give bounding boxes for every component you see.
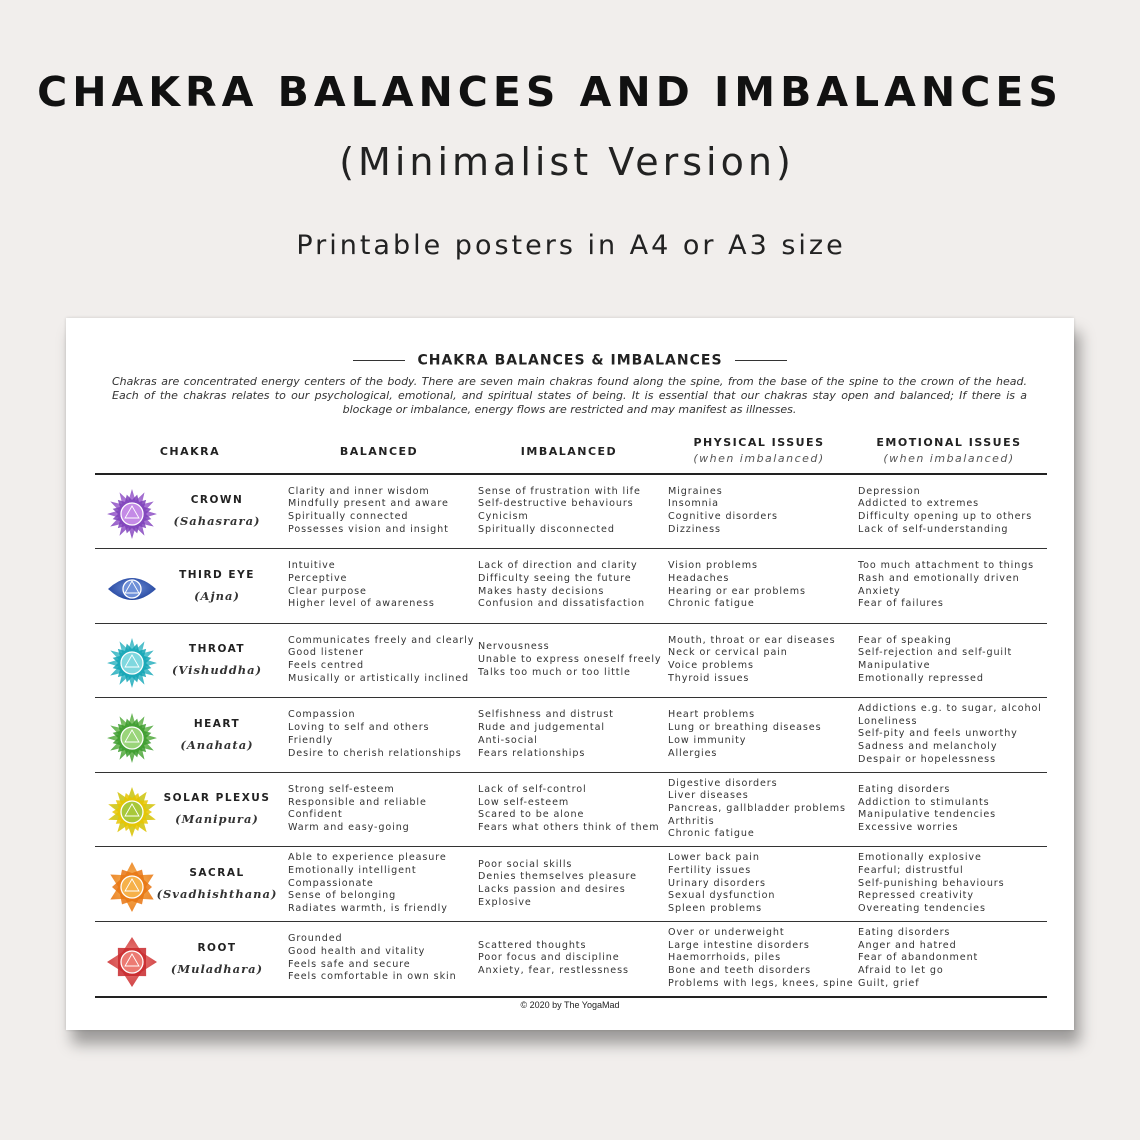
emotional-item: Manipulative tendencies (858, 809, 997, 821)
balanced-item: Feels centred (288, 660, 364, 672)
physical-item: Bone and teeth disorders (668, 964, 811, 976)
balanced-item: Compassion (288, 709, 356, 721)
chakra-row-root (95, 922, 1047, 996)
chakra-name-cell (161, 698, 273, 772)
throat-chakra-icon (106, 637, 158, 689)
balanced-item: Feels comfortable in own skin (288, 971, 457, 983)
emotional-cell (858, 623, 1012, 697)
row-divider (95, 996, 1047, 998)
chakra-sanskrit-name: (Muladhara) (170, 961, 264, 976)
physical-item: Liver diseases (668, 790, 749, 802)
physical-item: Problems with legs, knees, spine (668, 977, 854, 989)
balanced-cell (288, 847, 448, 921)
root-chakra-icon (106, 936, 158, 988)
emotional-item: Anger and hatred (858, 939, 957, 951)
page-tagline: Printable posters in A4 or A3 size (296, 230, 846, 261)
chakra-name: THIRD EYE (179, 568, 255, 581)
emotional-item: Addiction to stimulants (858, 796, 990, 808)
header-balanced: BALANCED (339, 445, 419, 458)
balanced-item: Confident (288, 809, 343, 821)
imbalanced-item: Spiritually disconnected (478, 523, 615, 535)
imbalanced-item: Fears relationships (478, 747, 586, 759)
balanced-item: Possesses vision and insight (288, 523, 449, 535)
chakra-name-cell (161, 922, 273, 996)
page-title: CHAKRA BALANCES AND IMBALANCES (37, 68, 1063, 116)
balanced-item: Compassionate (288, 877, 374, 889)
balanced-item: Desire to cherish relationships (288, 747, 462, 759)
balanced-item: Emotionally intelligent (288, 864, 417, 876)
header-physical-sub: (when imbalanced) (693, 452, 825, 465)
physical-item: Allergies (668, 747, 718, 759)
physical-item: Headaches (668, 572, 730, 584)
emotional-cell (858, 772, 996, 846)
chakra-row-sacral (95, 847, 1047, 921)
emotional-item: Rash and emotionally driven (858, 572, 1020, 584)
emotional-item: Depression (858, 485, 921, 497)
emotional-item: Too much attachment to things (858, 560, 1035, 572)
physical-item: Low immunity (668, 734, 747, 746)
physical-item: Neck or cervical pain (668, 647, 788, 659)
physical-item: Urinary disorders (668, 877, 766, 889)
emotional-cell (858, 474, 1032, 548)
balanced-item: Grounded (288, 933, 343, 945)
imbalanced-item: Low self-esteem (478, 796, 570, 808)
physical-item: Large intestine disorders (668, 939, 810, 951)
chakra-name: SACRAL (189, 867, 245, 879)
physical-item: Chronic fatigue (668, 598, 755, 610)
emotional-item: Difficulty opening up to others (858, 511, 1033, 522)
imbalanced-cell (478, 474, 641, 548)
chakra-name-cell (161, 549, 273, 623)
chakra-name-cell (156, 847, 278, 921)
balanced-cell (288, 922, 457, 996)
emotional-item: Repressed creativity (858, 890, 974, 902)
physical-item: Spleen problems (668, 903, 762, 915)
imbalanced-item: Sense of frustration with life (478, 485, 641, 497)
imbalanced-item: Confusion and dissatisfaction (478, 598, 645, 610)
balanced-item: Clarity and inner wisdom (288, 485, 430, 497)
balanced-item: Good health and vitality (288, 945, 426, 957)
emotional-item: Manipulative (858, 660, 931, 672)
physical-item: Digestive disorders (668, 777, 778, 789)
balanced-item: Communicates freely and clearly (288, 634, 475, 646)
balanced-item: Friendly (288, 734, 334, 746)
imbalanced-item: Lacks passion and desires (478, 884, 626, 895)
emotional-item: Overeating tendencies (858, 903, 986, 915)
emotional-item: Self-rejection and self-guilt (858, 647, 1013, 659)
chakra-sanskrit-name: (Vishuddha) (171, 663, 263, 678)
imbalanced-item: Fears what others think of them (478, 822, 660, 834)
physical-item: Mouth, throat or ear diseases (668, 634, 836, 646)
chakra-sanskrit-name: (Ajna) (194, 588, 240, 603)
emotional-item: Addicted to extremes (858, 498, 980, 510)
emotional-cell (858, 847, 1005, 921)
balanced-cell (288, 623, 474, 697)
imbalanced-item: Makes hasty decisions (478, 585, 605, 597)
emotional-item: Lack of self-understanding (858, 523, 1009, 535)
header-emotional-label: EMOTIONAL ISSUES (876, 436, 1022, 449)
chakra-row-third-eye (95, 549, 1047, 623)
physical-item: Vision problems (668, 560, 758, 572)
imbalanced-cell (478, 847, 637, 921)
imbalanced-item: Explosive (478, 896, 532, 908)
chakra-name: THROAT (188, 643, 246, 656)
balanced-cell (288, 772, 427, 846)
heart-chakra-icon (106, 712, 158, 764)
physical-item: Migraines (668, 485, 723, 497)
chakra-name-cell (161, 772, 273, 846)
balanced-item: Able to experience pleasure (288, 852, 447, 864)
chakra-sanskrit-name: (Manipura) (175, 812, 259, 827)
emotional-item: Addictions e.g. to sugar, alcohol (858, 703, 1042, 715)
chakra-row-throat (95, 623, 1047, 697)
physical-item: Haemorrhoids, piles (668, 952, 781, 964)
imbalanced-cell (478, 772, 659, 846)
balanced-item: Loving to self and others (288, 722, 430, 734)
physical-item: Dizziness (668, 523, 721, 535)
header-chakra: CHAKRA (159, 445, 221, 458)
imbalanced-item: Rude and judgemental (478, 722, 605, 734)
physical-cell (668, 772, 846, 846)
emotional-item: Sadness and melancholy (858, 741, 998, 753)
balanced-item: Clear purpose (288, 585, 367, 597)
emotional-item: Eating disorders (858, 783, 951, 795)
imbalanced-item: Scared to be alone (478, 809, 585, 821)
physical-cell (668, 474, 778, 548)
imbalanced-item: Anxiety, fear, restlessness (478, 964, 629, 976)
physical-item: Cognitive disorders (668, 511, 778, 522)
imbalanced-item: Difficulty seeing the future (478, 572, 632, 584)
header-emotional-sub: (when imbalanced) (883, 452, 1015, 465)
imbalanced-item: Poor social skills (478, 858, 573, 870)
emotional-item: Guilt, grief (858, 977, 920, 989)
imbalanced-item: Nervousness (478, 641, 550, 653)
poster-title (66, 350, 1074, 369)
sacral-chakra-icon (106, 861, 158, 913)
poster (66, 318, 1074, 1030)
balanced-item: Strong self-esteem (288, 783, 395, 795)
solar-plexus-chakra-icon (106, 786, 158, 838)
physical-cell (668, 698, 822, 772)
emotional-item: Self-pity and feels unworthy (858, 728, 1018, 740)
physical-item: Pancreas, gallbladder problems (668, 803, 846, 815)
balanced-item: Radiates warmth, is friendly (288, 903, 448, 915)
third-eye-chakra-icon (106, 563, 158, 615)
imbalanced-item: Talks too much or too little (478, 666, 631, 678)
emotional-item: Despair or hopelessness (858, 753, 996, 765)
emotional-cell (858, 549, 1034, 623)
physical-item: Over or underweight (668, 926, 785, 938)
emotional-cell (858, 922, 978, 996)
balanced-item: Sense of belonging (288, 890, 397, 902)
imbalanced-item: Cynicism (478, 511, 529, 522)
emotional-cell (858, 698, 1042, 772)
imbalanced-cell (478, 698, 614, 772)
emotional-item: Emotionally explosive (858, 852, 982, 864)
emotional-item: Eating disorders (858, 926, 951, 938)
emotional-item: Fearful; distrustful (858, 864, 964, 876)
imbalanced-item: Poor focus and discipline (478, 952, 620, 964)
title-divider-left (353, 360, 405, 361)
balanced-item: Perceptive (288, 572, 348, 584)
chakra-name: ROOT (197, 941, 237, 954)
physical-item: Voice problems (668, 660, 754, 672)
imbalanced-item: Scattered thoughts (478, 939, 587, 951)
header-physical-label: PHYSICAL ISSUES (693, 436, 825, 449)
balanced-item: Feels safe and secure (288, 958, 411, 970)
emotional-item: Excessive worries (858, 822, 959, 834)
balanced-cell (288, 698, 462, 772)
imbalanced-item: Unable to express oneself freely (478, 653, 662, 665)
physical-cell (668, 623, 835, 697)
physical-item: Lower back pain (668, 852, 760, 864)
imbalanced-item: Anti-social (478, 734, 538, 746)
chakra-sanskrit-name: (Sahasrara) (173, 514, 261, 528)
balanced-item: Intuitive (288, 560, 336, 572)
poster-title-text: CHAKRA BALANCES & IMBALANCES (417, 352, 723, 369)
emotional-item: Fear of abandonment (858, 952, 979, 964)
balanced-item: Spiritually connected (288, 511, 409, 522)
header-physical (664, 436, 854, 465)
emotional-item: Emotionally repressed (858, 672, 984, 684)
poster-intro: Chakras are concentrated energy centers of the body. There are seven main chakras found along the spine, from the base of the spine to the crown of the head. Each of the chakras relates to our psychological, emotional, and spiritual states of being. It is essential that our chakras stay open and balanced; If there is a blockage or imbalance, energy flows are restricted and may manifest as illnesses. (112, 375, 1027, 416)
physical-cell (668, 549, 806, 623)
emotional-item: Fear of failures (858, 598, 944, 610)
chakra-name-cell (161, 474, 273, 548)
balanced-cell (288, 474, 449, 548)
emotional-item: Afraid to let go (858, 964, 944, 976)
imbalanced-item: Self-destructive behaviours (478, 498, 634, 510)
crown-chakra-icon (106, 488, 158, 540)
physical-item: Thyroid issues (668, 672, 750, 684)
physical-item: Arthritis (668, 815, 715, 827)
balanced-item: Mindfully present and aware (288, 498, 449, 510)
title-divider-right (735, 360, 787, 361)
chakra-row-crown (95, 474, 1047, 548)
physical-item: Lung or breathing diseases (668, 722, 822, 734)
emotional-item: Self-punishing behaviours (858, 877, 1005, 889)
header-imbalanced: IMBALANCED (520, 445, 618, 458)
physical-item: Heart problems (668, 709, 756, 721)
imbalanced-cell (478, 922, 629, 996)
chakra-row-solar-plexus (95, 772, 1047, 846)
emotional-item: Anxiety (858, 585, 901, 597)
physical-cell (668, 922, 854, 996)
physical-item: Insomnia (668, 498, 719, 510)
physical-cell (668, 847, 775, 921)
chakra-sanskrit-name: (Svadhishthana) (156, 887, 278, 901)
balanced-item: Warm and easy-going (288, 822, 410, 834)
chakra-name: CROWN (190, 494, 244, 506)
physical-item: Fertility issues (668, 864, 752, 876)
physical-item: Hearing or ear problems (668, 585, 806, 597)
chakra-name: SOLAR PLEXUS (163, 792, 271, 805)
chakra-name: HEART (193, 717, 241, 730)
balanced-item: Responsible and reliable (288, 796, 427, 808)
header-emotional (854, 436, 1044, 465)
chakra-name-cell (161, 623, 273, 697)
imbalanced-item: Denies themselves pleasure (478, 871, 637, 883)
balanced-cell (288, 549, 435, 623)
imbalanced-item: Lack of direction and clarity (478, 560, 638, 572)
physical-item: Sexual dysfunction (668, 890, 776, 902)
balanced-item: Good listener (288, 647, 364, 659)
balanced-item: Musically or artistically inclined (288, 672, 470, 684)
chakra-row-heart (95, 698, 1047, 772)
imbalanced-item: Selfishness and distrust (478, 709, 614, 721)
emotional-item: Loneliness (858, 715, 918, 727)
imbalanced-cell (478, 549, 645, 623)
balanced-item: Higher level of awareness (288, 598, 435, 610)
physical-item: Chronic fatigue (668, 828, 755, 840)
page-subtitle: (Minimalist Version) (339, 140, 795, 184)
chakra-sanskrit-name: (Anahata) (180, 737, 254, 752)
imbalanced-item: Lack of self-control (478, 783, 587, 795)
poster-footer: © 2020 by The YogaMad (520, 1000, 620, 1010)
emotional-item: Fear of speaking (858, 634, 952, 646)
imbalanced-cell (478, 623, 661, 697)
